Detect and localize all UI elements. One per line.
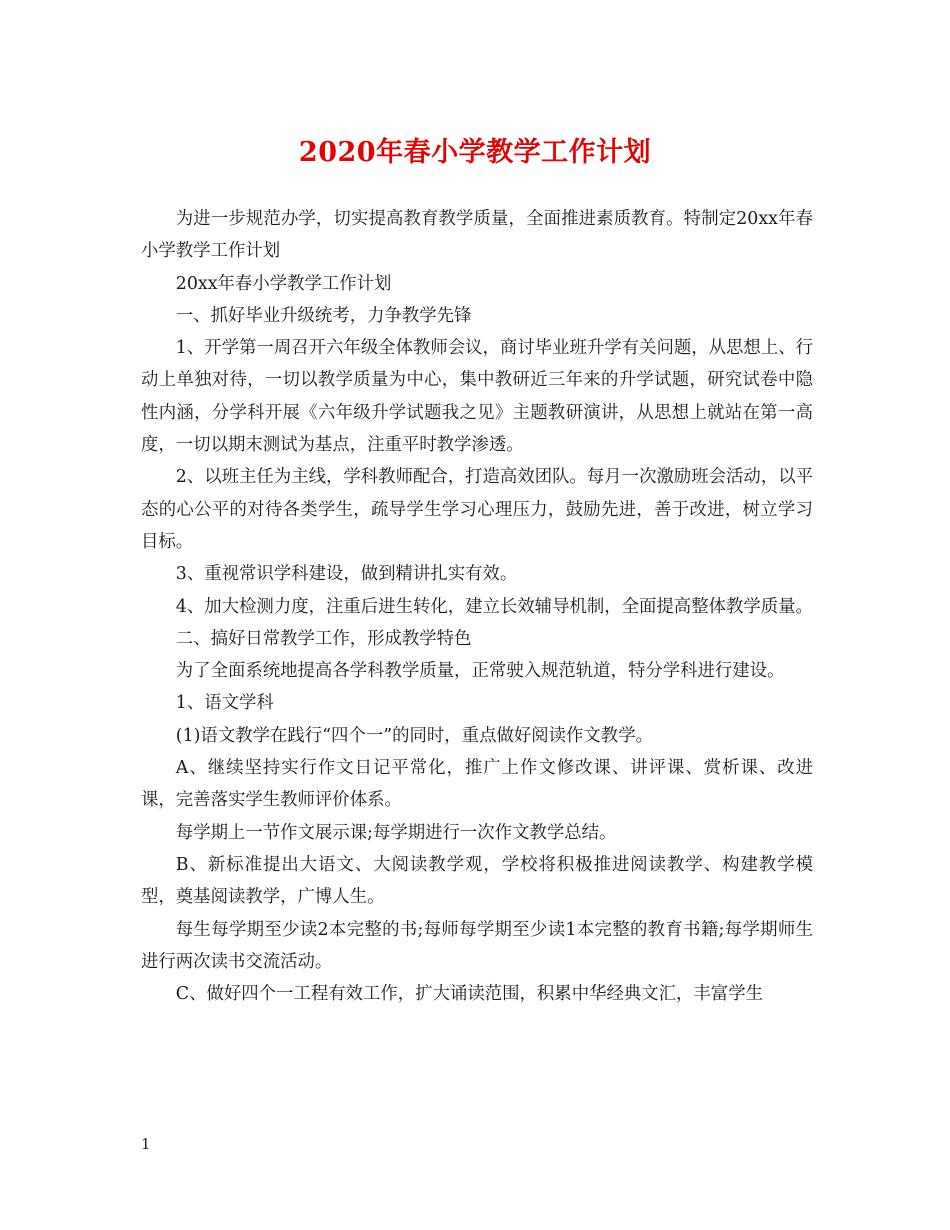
paragraph: 为了全面系统地提高各学科教学质量，正常驶入规范轨道，特分学科进行建设。 <box>175 661 785 682</box>
section-heading: 二、搞好日常教学工作，形成教学特色 <box>175 628 472 649</box>
document-body <box>141 203 813 1010</box>
section-heading: 一、抓好毕业升级统考，力争教学先锋 <box>175 305 472 326</box>
paragraph: 1、开学第一周召开六年级全体教师会议，商讨毕业班升学有关问题，从思想上、行动上单独对待，一切以教学质量为中心，集中教研近三年来的升学试题，研究试卷中隐性内涵，分学科开展《六年级升学试题我之见》主题教研演讲，从思想上就站在第一高度，一切以期末测试为基点，注重平时教学渗透。 <box>141 338 813 456</box>
paragraph: 为进一步规范办学，切实提高教育教学质量，全面推进素质教育。特制定20xx年春小学教学工作计划 <box>141 209 813 262</box>
paragraph: 2、以班主任为主线，学科教师配合，打造高效团队。每月一次激励班会活动，以平态的心公平的对待各类学生，疏导学生学习心理压力，鼓励先进，善于改进，树立学习目标。 <box>141 467 813 552</box>
paragraph: C、做好四个一工程有效工作，扩大诵读范围，积累中华经典文汇，丰富学生 <box>175 984 763 1005</box>
paragraph: 每学期上一节作文展示课;每学期进行一次作文教学总结。 <box>175 822 617 843</box>
paragraph: A、继续坚持实行作文日记平常化，推广上作文修改课、讲评课、赏析课、改进课，完善落实学生教师评价体系。 <box>141 758 813 811</box>
paragraph: (1)语文教学在践行“四个一”的同时，重点做好阅读作文教学。 <box>175 725 653 746</box>
paragraph: 4、加大检测力度，注重后进生转化，建立长效辅导机制，全面提高整体教学质量。 <box>175 596 813 617</box>
paragraph: 3、重视常识学科建设，做到精讲扎实有效。 <box>175 564 518 585</box>
paragraph: 每生每学期至少读2本完整的书;每师每学期至少读1本完整的教育书籍;每学期师生进行两次读书交流活动。 <box>141 919 813 972</box>
document-title: 2020年春小学教学工作计划 <box>298 137 652 168</box>
page-number: 1 <box>141 1135 151 1153</box>
subsection-heading: 1、语文学科 <box>175 693 274 714</box>
paragraph: 20xx年春小学教学工作计划 <box>175 273 392 294</box>
paragraph: B、新标准提出大语文、大阅读教学观，学校将积极推进阅读教学、构建教学模型，奠基阅读教学，广博人生。 <box>141 854 813 908</box>
